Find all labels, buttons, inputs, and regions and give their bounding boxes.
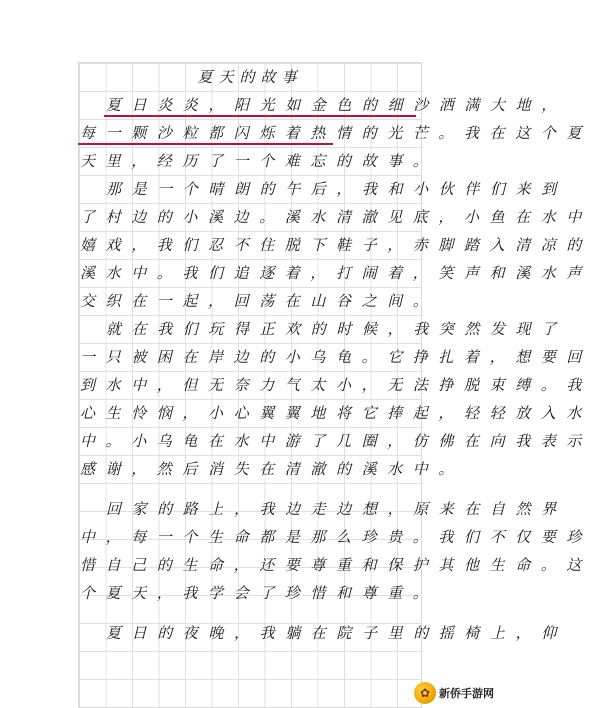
essay-line-10: 一只被困在岸边的小乌龟。它挣扎着，想要回: [80, 347, 592, 366]
red-underline-2: [78, 143, 333, 145]
essay-line-12: 心生怜悯，小心翼翼地将它捧起，轻轻放入水: [80, 403, 592, 422]
essay-line-1: [80, 90, 567, 118]
essay-line-17: 惜自己的生命，还要尊重和保护其他生命。这: [80, 555, 592, 574]
essay-line-19: 夏日的夜晚，我躺在院子里的摇椅上，仰: [106, 623, 567, 642]
essay-line-2: 每一颗沙粒都闪烁着热情的光芒。我在这个夏: [80, 123, 592, 142]
essay-line-16: 中，每一个生命都是那么珍贵。我们不仅要珍: [80, 527, 592, 546]
site-watermark-text: 新侨手游网: [439, 687, 494, 700]
essay-line-13: 中。小乌龟在水中游了几圈，仿佛在向我表示: [80, 431, 592, 450]
essay-line-6: 嬉戏，我们忍不住脱下鞋子，赤脚踏入清凉的: [80, 235, 592, 254]
essay-line-9: 就在我们玩得正欢的时候，我突然发现了: [106, 319, 567, 338]
essay-line-15: 回家的路上，我边走边想，原来在自然界: [106, 499, 567, 518]
essay-line-8: 交织在一起，回荡在山谷之间。: [80, 291, 439, 310]
highlighted-line-1: 夏日炎炎，阳光如金色的细沙洒满大地，: [106, 95, 567, 114]
essay-line-11: 到水中，但无奈力气太小，无法挣脱束缚。我: [80, 375, 592, 394]
essay-line-3: 天里，经历了一个难忘的故事。: [80, 151, 439, 170]
essay-line-7: 溪水中。我们追逐着，打闹着，笑声和溪水声: [80, 263, 592, 282]
essay-line-14: 感谢，然后消失在清澈的溪水中。: [80, 459, 465, 478]
site-logo-icon: ✿: [414, 682, 436, 704]
site-watermark: [414, 682, 494, 704]
essay-line-5: 了村边的小溪边。溪水清澈见底，小鱼在水中: [80, 207, 592, 226]
essay-line-4: 那是一个晴朗的午后，我和小伙伴们来到: [106, 179, 567, 198]
red-underline-1: [104, 115, 416, 117]
essay-title: 夏天的故事: [197, 67, 303, 86]
essay-line-18: 个夏天，我学会了珍惜和尊重。: [80, 583, 439, 602]
